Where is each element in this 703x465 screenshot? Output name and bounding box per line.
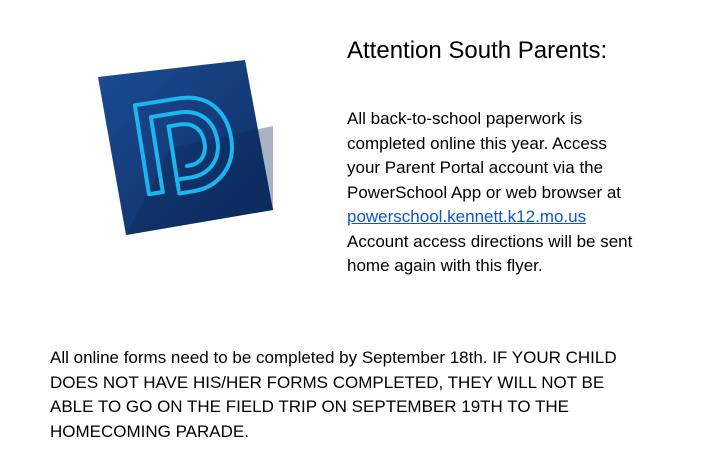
deadline-line: DOES NOT HAVE HIS/HER FORMS COMPLETED, THEY WILL NOT BE [50, 372, 605, 392]
notice-line: PowerSchool App or web browser at [347, 182, 622, 202]
paperwork-notice [347, 107, 687, 279]
notice-line: Account access directions will be sent [347, 231, 633, 251]
flyer-title: Attention South Parents: [347, 37, 608, 64]
notice-line: completed online this year. Access [347, 133, 607, 153]
deadline-line: ABLE TO GO ON THE FIELD TRIP ON SEPTEMBER 19TH TO THE [50, 397, 569, 416]
forms-deadline-notice [50, 346, 690, 444]
parent-portal-link[interactable]: powerschool.kennett.k12.mo.us [347, 207, 587, 226]
notice-line: All back-to-school paperwork is [347, 109, 583, 128]
deadline-line: HOMECOMING PARADE. [50, 421, 249, 441]
notice-line: home again with this flyer. [347, 256, 543, 275]
deadline-line: All online forms need to be completed by September 18th. IF YOUR CHILD [50, 348, 617, 367]
powerschool-logo-icon [98, 60, 273, 235]
notice-line: your Parent Portal account via the [347, 158, 604, 177]
